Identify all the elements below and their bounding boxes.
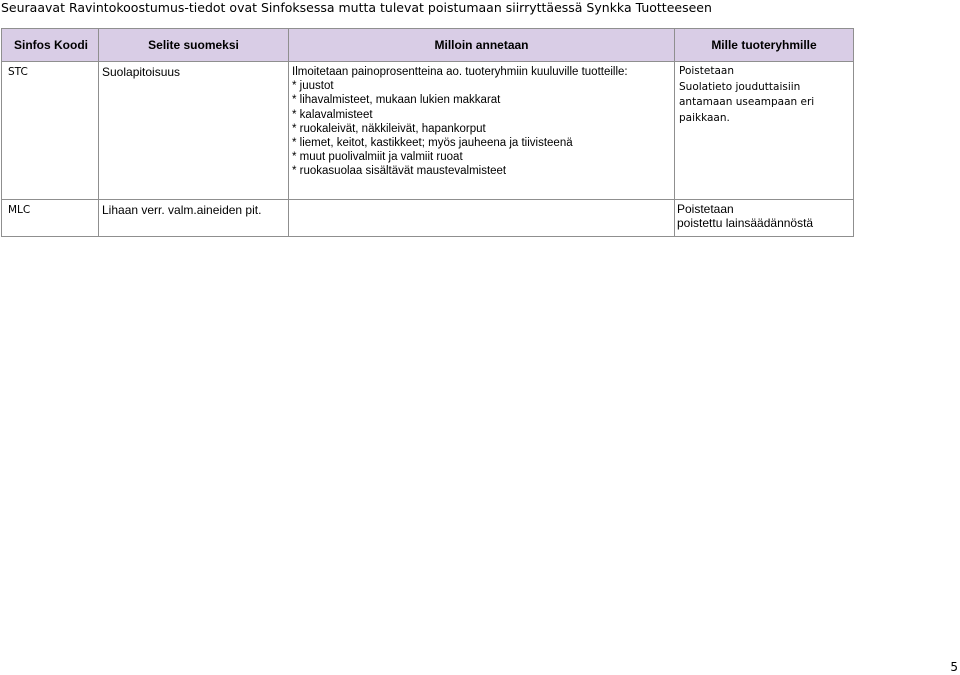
groups-line: paikkaan. bbox=[679, 111, 730, 124]
when-line: * kalavalmisteet bbox=[292, 108, 373, 121]
groups-line: Poistetaan bbox=[679, 65, 734, 77]
when-line: * juustot bbox=[292, 80, 334, 93]
header-when-given: Milloin annetaan bbox=[289, 29, 675, 62]
groups-line: Suolatieto jouduttaisiin bbox=[679, 80, 801, 93]
cell-product-groups bbox=[675, 62, 854, 200]
when-line: * lihavalmisteet, mukaan lukien makkarat bbox=[292, 94, 501, 107]
when-line: * liemet, keitot, kastikkeet; myös jauheena ja tiivisteenä bbox=[292, 137, 573, 150]
nutrition-info-table bbox=[1, 28, 854, 237]
cell-code: MLC bbox=[2, 200, 99, 237]
when-line: * ruokaleivät, näkkileivät, hapankorput bbox=[292, 122, 486, 135]
table-header-row bbox=[2, 29, 854, 62]
header-product-groups: Mille tuoteryhmille bbox=[675, 29, 854, 62]
cell-when-given bbox=[289, 62, 675, 200]
cell-description: Suolapitoisuus bbox=[99, 62, 289, 200]
when-line: * ruokasuolaa sisältävät maustevalmisteet bbox=[292, 165, 507, 178]
header-description: Selite suomeksi bbox=[99, 29, 289, 62]
groups-line: Poistetaan bbox=[677, 202, 734, 216]
page-number: 5 bbox=[950, 660, 958, 674]
groups-line: antamaan useampaan eri bbox=[679, 96, 815, 108]
header-sinfos-code: Sinfos Koodi bbox=[2, 29, 99, 62]
cell-product-groups bbox=[675, 200, 854, 237]
when-line: Ilmoitetaan painoprosentteina ao. tuoteryhmiin kuuluville tuotteille: bbox=[292, 66, 628, 78]
when-line: * muut puolivalmiit ja valmiit ruoat bbox=[292, 151, 463, 164]
groups-line: poistettu lainsäädännöstä bbox=[677, 216, 814, 230]
table-row bbox=[2, 200, 854, 237]
cell-code: STC bbox=[2, 62, 99, 200]
table-row bbox=[2, 62, 854, 200]
cell-description: Lihaan verr. valm.aineiden pit. bbox=[99, 200, 289, 237]
cell-when-given bbox=[289, 200, 675, 237]
page-heading: Seuraavat Ravintokoostumus-tiedot ovat Sinfoksessa mutta tulevat poistumaan siirryttäessä Synkka Tuotteeseen bbox=[1, 0, 712, 15]
